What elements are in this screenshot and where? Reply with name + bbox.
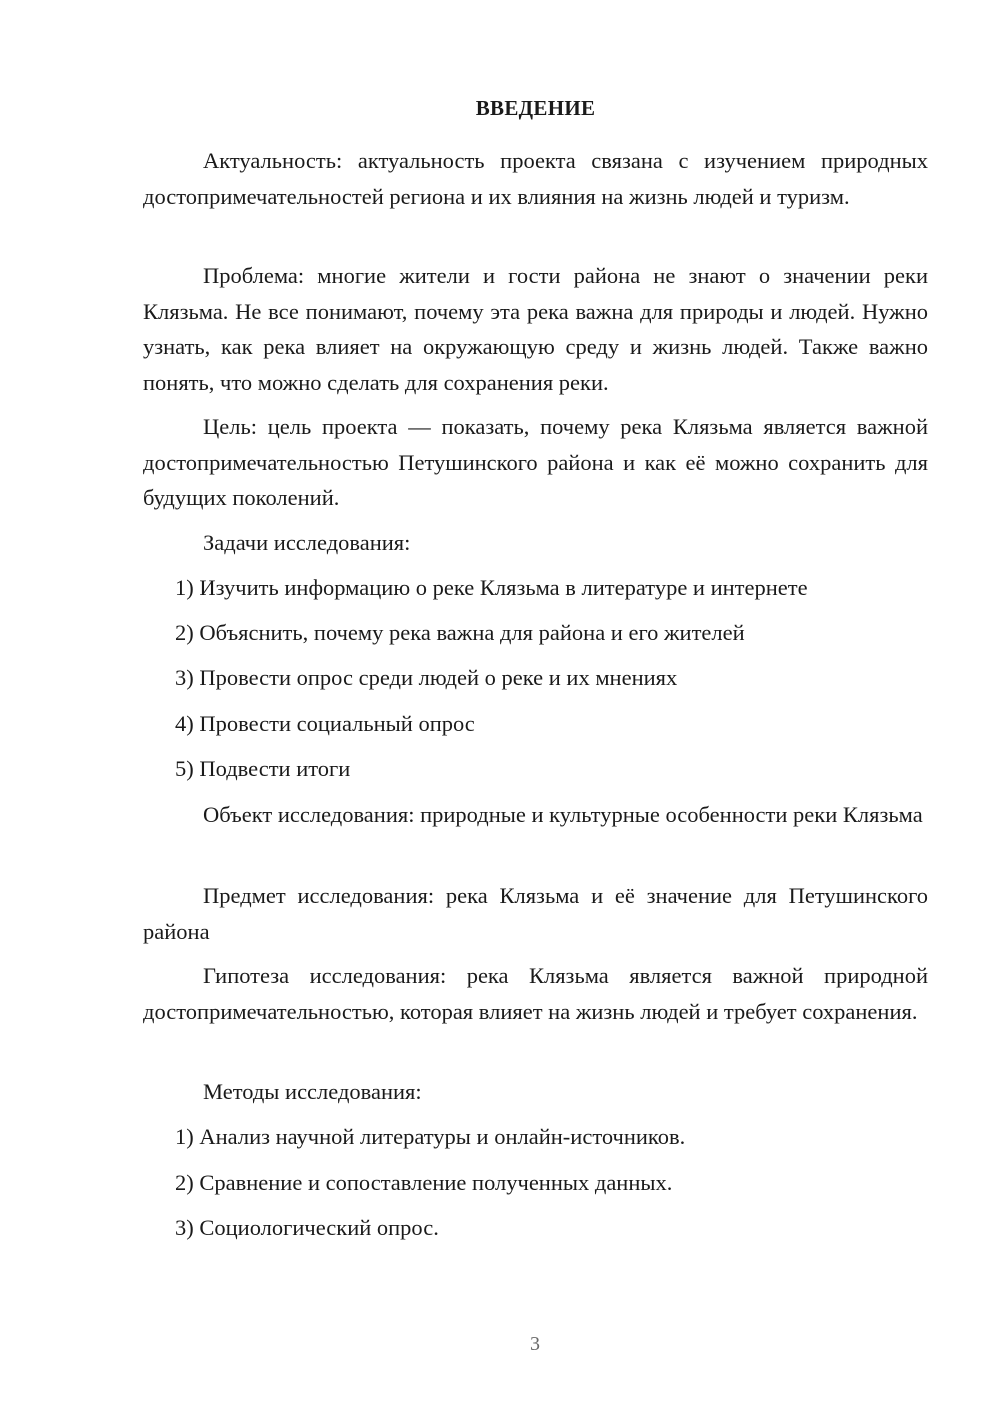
task-item: 1) Изучить информацию о реке Клязьма в литературе и интернете: [175, 575, 808, 600]
subject-paragraph: Предмет исследования: река Клязьма и её значение для Петушинского района: [143, 883, 928, 944]
task-item: 5) Подвести итоги: [175, 756, 351, 781]
tasks-heading: Задачи исследования:: [203, 530, 411, 555]
method-item: 2) Сравнение и сопоставление полученных данных.: [175, 1170, 673, 1195]
task-item: 3) Провести опрос среди людей о реке и их мнениях: [175, 665, 678, 690]
hypothesis-paragraph: Гипотеза исследования: река Клязьма является важной природной достопримечательностью, которая влияет на жизнь людей и требует сохранения.: [143, 963, 928, 1024]
page-number: 3: [530, 1333, 540, 1355]
problem-paragraph: Проблема: многие жители и гости района не знают о значении реки Клязьма. Не все понимают, почему эта река важна для природы и людей. Нужно узнать, как река влияет на окружающую среду и жизнь людей. Также важно понять, что можно сделать для сохранения реки.: [143, 263, 928, 395]
method-item: 1) Анализ научной литературы и онлайн-источников.: [175, 1124, 686, 1149]
methods-heading: Методы исследования:: [203, 1079, 422, 1104]
object-paragraph: Объект исследования: природные и культурные особенности реки Клязьма: [203, 802, 923, 827]
relevance-paragraph: Актуальность: актуальность проекта связана с изучением природных достопримечательностей региона и их влияния на жизнь людей и туризм.: [143, 148, 928, 209]
method-item: 3) Социологический опрос.: [175, 1215, 439, 1240]
task-item: 2) Объяснить, почему река важна для района и его жителей: [175, 620, 745, 645]
task-item: 4) Провести социальный опрос: [175, 711, 475, 736]
page-title: ВВЕДЕНИЕ: [475, 96, 596, 120]
goal-paragraph: Цель: цель проекта — показать, почему река Клязьма является важной достопримечательностью Петушинского района и как её можно сохранить для будущих поколений.: [143, 414, 928, 510]
